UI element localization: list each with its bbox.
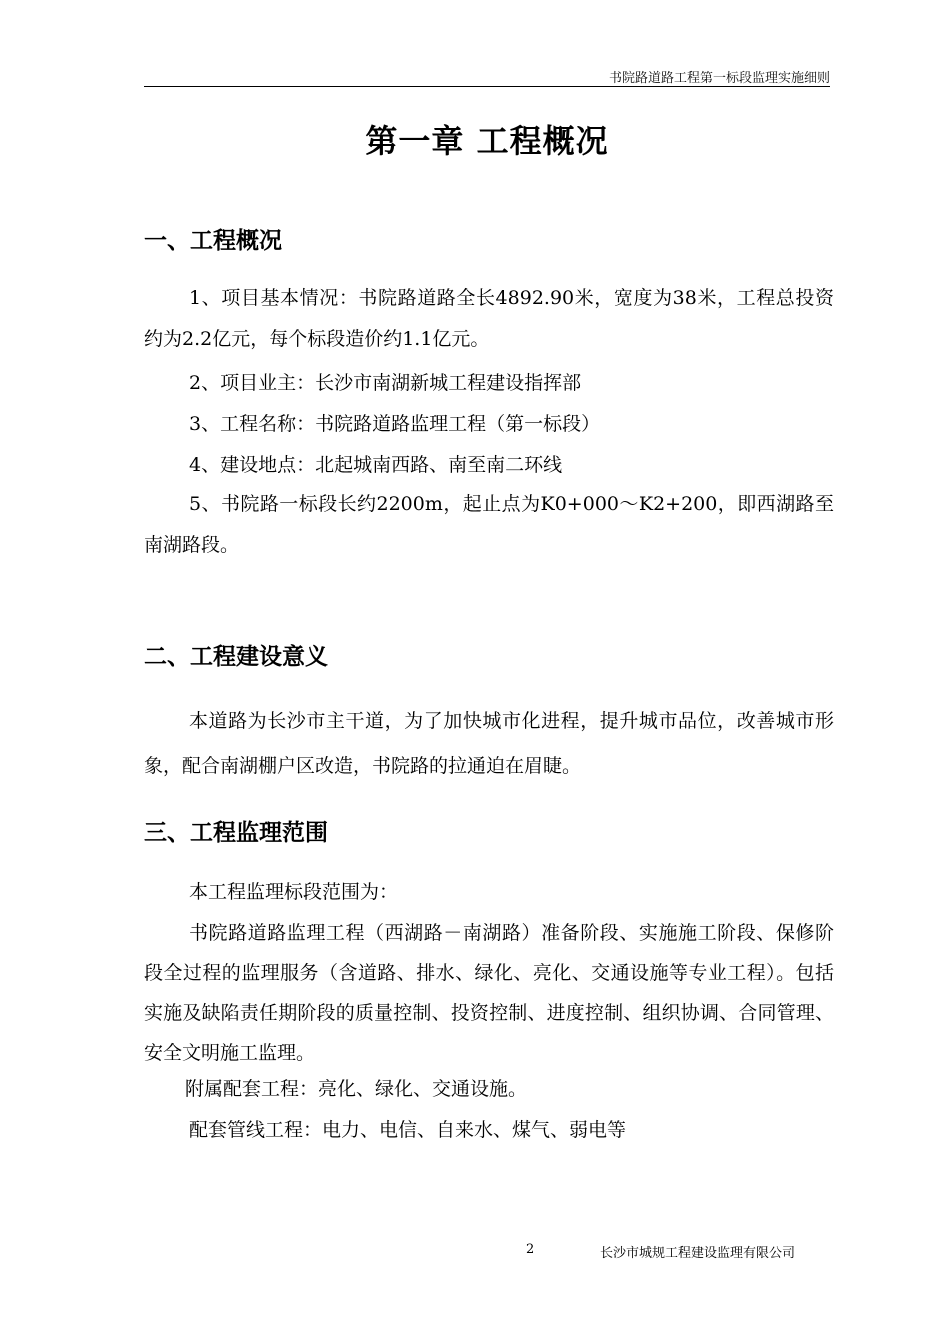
- chapter-title: 第一章 工程概况: [365, 122, 609, 160]
- significance-paragraph: 本道路为长沙市主干道，为了加快城市化进程，提升城市品位，改善城市形象，配合南湖棚户区改造，书院路的拉通迫在眉睫。: [144, 710, 834, 777]
- section-heading-scope: 三、工程监理范围: [144, 820, 328, 846]
- overview-item-section-length: 5、书院路一标段长约2200m，起止点为K0+000～K2+200，即西湖路至南湖路段。: [144, 493, 834, 556]
- footer-company: 长沙市城规工程建设监理有限公司: [600, 1246, 796, 1261]
- section-heading-overview: 一、工程概况: [144, 228, 282, 254]
- overview-item-basic-info: 1、项目基本情况：书院路道路全长4892.90米，宽度为38米，工程总投资约为2.2亿元，每个标段造价约1.1亿元。: [144, 287, 834, 350]
- scope-ancillary-works: 附属配套工程：亮化、绿化、交通设施。: [185, 1078, 528, 1100]
- scope-intro: 本工程监理标段范围为：: [189, 881, 399, 903]
- scope-pipeline-works: 配套管线工程：电力、电信、自来水、煤气、弱电等: [189, 1119, 627, 1141]
- scope-paragraph: 书院路道路监理工程（西湖路－南湖路）准备阶段、实施施工阶段、保修阶段全过程的监理服务（含道路、排水、绿化、亮化、交通设施等专业工程）。包括实施及缺陷责任期阶段的质量控制、投资控制、进度控制、组织协调、合同管理、安全文明施工监理。: [144, 922, 834, 1064]
- header-divider: [144, 86, 830, 87]
- page-number: 2: [526, 1242, 535, 1257]
- overview-item-project-name: 3、工程名称：书院路道路监理工程（第一标段）: [189, 413, 601, 435]
- running-header: 书院路道路工程第一标段监理实施细则: [608, 71, 830, 86]
- section-heading-significance: 二、工程建设意义: [144, 644, 328, 670]
- overview-item-owner: 2、项目业主：长沙市南湖新城工程建设指挥部: [189, 372, 582, 394]
- overview-item-location: 4、建设地点：北起城南西路、南至南二环线: [189, 454, 563, 476]
